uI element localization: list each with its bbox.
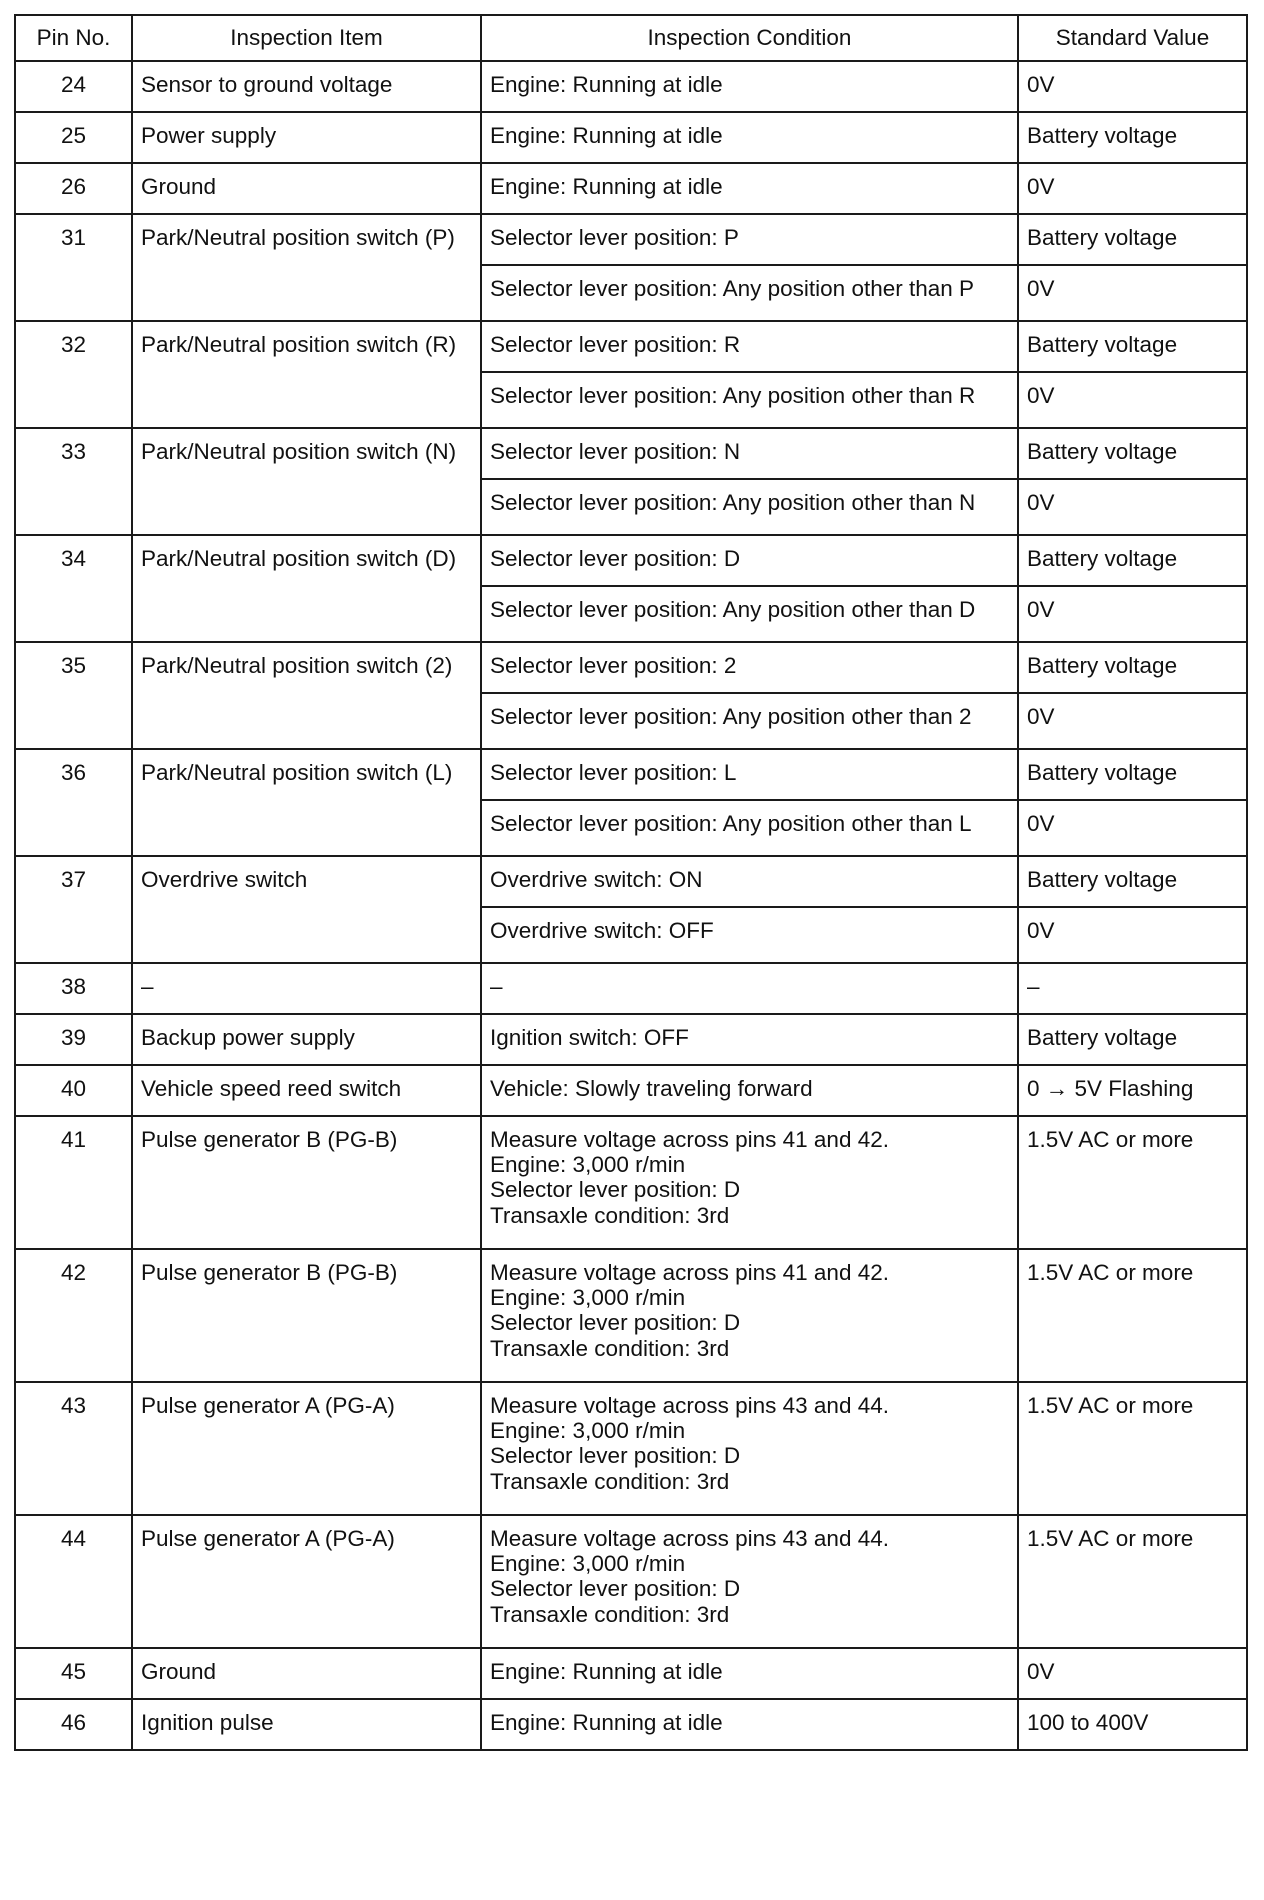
pin-number-cell: 37 bbox=[15, 856, 132, 963]
inspection-item-cell: Ignition pulse bbox=[132, 1699, 481, 1750]
inspection-condition-cell: Selector lever position: 2 bbox=[481, 642, 1018, 693]
table-row bbox=[15, 1249, 1247, 1382]
inspection-item-cell: – bbox=[132, 963, 481, 1014]
standard-value-cell: – bbox=[1018, 963, 1247, 1014]
table-row bbox=[15, 535, 1247, 586]
standard-value-cell: 0 → 5V Flashing bbox=[1018, 1065, 1247, 1116]
pin-number-cell: 31 bbox=[15, 214, 132, 321]
pin-number-cell: 43 bbox=[15, 1382, 132, 1515]
table-row bbox=[15, 1699, 1247, 1750]
standard-value-cell: 1.5V AC or more bbox=[1018, 1249, 1247, 1382]
inspection-item-cell: Pulse generator A (PG-A) bbox=[132, 1515, 481, 1648]
standard-value-cell: 100 to 400V bbox=[1018, 1699, 1247, 1750]
table-row bbox=[15, 1116, 1247, 1249]
inspection-condition-cell: Engine: Running at idle bbox=[481, 112, 1018, 163]
inspection-condition-cell: Engine: Running at idle bbox=[481, 1699, 1018, 1750]
inspection-condition-cell: – bbox=[481, 963, 1018, 1014]
pin-number-cell: 46 bbox=[15, 1699, 132, 1750]
pin-number-cell: 25 bbox=[15, 112, 132, 163]
pin-number-cell: 42 bbox=[15, 1249, 132, 1382]
pin-number-cell: 32 bbox=[15, 321, 132, 428]
inspection-item-cell: Backup power supply bbox=[132, 1014, 481, 1065]
table-row bbox=[15, 321, 1247, 372]
inspection-item-cell: Overdrive switch bbox=[132, 856, 481, 963]
inspection-item-cell: Ground bbox=[132, 1648, 481, 1699]
header-pin-no: Pin No. bbox=[15, 15, 132, 61]
inspection-item-cell: Sensor to ground voltage bbox=[132, 61, 481, 112]
inspection-item-cell: Pulse generator A (PG-A) bbox=[132, 1382, 481, 1515]
inspection-condition-cell: Selector lever position: Any position other than D bbox=[481, 586, 1018, 642]
inspection-condition-cell: Vehicle: Slowly traveling forward bbox=[481, 1065, 1018, 1116]
standard-value-cell: 0V bbox=[1018, 372, 1247, 428]
standard-value-cell: Battery voltage bbox=[1018, 321, 1247, 372]
pin-number-cell: 34 bbox=[15, 535, 132, 642]
pin-number-cell: 39 bbox=[15, 1014, 132, 1065]
standard-value-cell: 1.5V AC or more bbox=[1018, 1382, 1247, 1515]
standard-value-cell: 0V bbox=[1018, 800, 1247, 856]
inspection-condition-cell: Engine: Running at idle bbox=[481, 61, 1018, 112]
inspection-condition-cell: Selector lever position: Any position other than R bbox=[481, 372, 1018, 428]
inspection-condition-cell: Selector lever position: D bbox=[481, 535, 1018, 586]
inspection-condition-cell: Measure voltage across pins 43 and 44. Engine: 3,000 r/min Selector lever position: D Transaxle condition: 3rd bbox=[481, 1515, 1018, 1648]
pin-inspection-table bbox=[14, 14, 1248, 1751]
inspection-item-cell: Vehicle speed reed switch bbox=[132, 1065, 481, 1116]
standard-value-cell: 0V bbox=[1018, 265, 1247, 321]
standard-value-cell: Battery voltage bbox=[1018, 428, 1247, 479]
inspection-item-cell: Power supply bbox=[132, 112, 481, 163]
pin-number-cell: 38 bbox=[15, 963, 132, 1014]
inspection-condition-cell: Selector lever position: Any position other than P bbox=[481, 265, 1018, 321]
inspection-condition-cell: Overdrive switch: OFF bbox=[481, 907, 1018, 963]
standard-value-cell: Battery voltage bbox=[1018, 749, 1247, 800]
inspection-item-cell: Park/Neutral position switch (D) bbox=[132, 535, 481, 642]
inspection-item-cell: Park/Neutral position switch (N) bbox=[132, 428, 481, 535]
pin-number-cell: 40 bbox=[15, 1065, 132, 1116]
standard-value-cell: 0V bbox=[1018, 61, 1247, 112]
pin-number-cell: 26 bbox=[15, 163, 132, 214]
pin-number-cell: 24 bbox=[15, 61, 132, 112]
table-row bbox=[15, 1648, 1247, 1699]
standard-value-cell: 1.5V AC or more bbox=[1018, 1515, 1247, 1648]
pin-number-cell: 45 bbox=[15, 1648, 132, 1699]
header-inspection-condition: Inspection Condition bbox=[481, 15, 1018, 61]
standard-value-cell: 1.5V AC or more bbox=[1018, 1116, 1247, 1249]
header-inspection-item: Inspection Item bbox=[132, 15, 481, 61]
pin-number-cell: 41 bbox=[15, 1116, 132, 1249]
inspection-item-cell: Park/Neutral position switch (2) bbox=[132, 642, 481, 749]
standard-value-cell: 0V bbox=[1018, 479, 1247, 535]
inspection-condition-cell: Engine: Running at idle bbox=[481, 163, 1018, 214]
table-row bbox=[15, 1515, 1247, 1648]
inspection-condition-cell: Selector lever position: P bbox=[481, 214, 1018, 265]
standard-value-cell: Battery voltage bbox=[1018, 112, 1247, 163]
inspection-condition-cell: Measure voltage across pins 41 and 42. Engine: 3,000 r/min Selector lever position: D Transaxle condition: 3rd bbox=[481, 1116, 1018, 1249]
standard-value-cell: Battery voltage bbox=[1018, 214, 1247, 265]
inspection-condition-cell: Measure voltage across pins 43 and 44. Engine: 3,000 r/min Selector lever position: D Transaxle condition: 3rd bbox=[481, 1382, 1018, 1515]
standard-value-cell: 0V bbox=[1018, 586, 1247, 642]
standard-value-cell: Battery voltage bbox=[1018, 856, 1247, 907]
table-header-row bbox=[15, 15, 1247, 61]
pin-number-cell: 36 bbox=[15, 749, 132, 856]
table-row bbox=[15, 112, 1247, 163]
table-row bbox=[15, 163, 1247, 214]
inspection-item-cell: Pulse generator B (PG-B) bbox=[132, 1249, 481, 1382]
table-row bbox=[15, 1382, 1247, 1515]
inspection-condition-cell: Selector lever position: N bbox=[481, 428, 1018, 479]
table-row bbox=[15, 214, 1247, 265]
inspection-item-cell: Ground bbox=[132, 163, 481, 214]
standard-value-cell: Battery voltage bbox=[1018, 1014, 1247, 1065]
inspection-condition-cell: Selector lever position: Any position other than L bbox=[481, 800, 1018, 856]
table-row bbox=[15, 61, 1247, 112]
pin-number-cell: 35 bbox=[15, 642, 132, 749]
table-row bbox=[15, 1014, 1247, 1065]
inspection-condition-cell: Overdrive switch: ON bbox=[481, 856, 1018, 907]
pin-number-cell: 33 bbox=[15, 428, 132, 535]
header-standard-value: Standard Value bbox=[1018, 15, 1247, 61]
inspection-condition-cell: Selector lever position: L bbox=[481, 749, 1018, 800]
inspection-condition-cell: Engine: Running at idle bbox=[481, 1648, 1018, 1699]
inspection-table-sheet bbox=[14, 14, 1246, 1751]
table-row bbox=[15, 963, 1247, 1014]
pin-number-cell: 44 bbox=[15, 1515, 132, 1648]
standard-value-cell: 0V bbox=[1018, 693, 1247, 749]
inspection-condition-cell: Selector lever position: R bbox=[481, 321, 1018, 372]
inspection-condition-cell: Selector lever position: Any position other than N bbox=[481, 479, 1018, 535]
inspection-item-cell: Pulse generator B (PG-B) bbox=[132, 1116, 481, 1249]
inspection-condition-cell: Selector lever position: Any position other than 2 bbox=[481, 693, 1018, 749]
standard-value-cell: 0V bbox=[1018, 1648, 1247, 1699]
standard-value-cell: 0V bbox=[1018, 907, 1247, 963]
inspection-item-cell: Park/Neutral position switch (R) bbox=[132, 321, 481, 428]
table-row bbox=[15, 856, 1247, 907]
table-row bbox=[15, 749, 1247, 800]
table-row bbox=[15, 1065, 1247, 1116]
table-row bbox=[15, 428, 1247, 479]
inspection-item-cell: Park/Neutral position switch (L) bbox=[132, 749, 481, 856]
table-body bbox=[15, 61, 1247, 1750]
standard-value-cell: Battery voltage bbox=[1018, 535, 1247, 586]
inspection-item-cell: Park/Neutral position switch (P) bbox=[132, 214, 481, 321]
table-row bbox=[15, 642, 1247, 693]
standard-value-cell: 0V bbox=[1018, 163, 1247, 214]
inspection-condition-cell: Measure voltage across pins 41 and 42. Engine: 3,000 r/min Selector lever position: D Transaxle condition: 3rd bbox=[481, 1249, 1018, 1382]
standard-value-cell: Battery voltage bbox=[1018, 642, 1247, 693]
inspection-condition-cell: Ignition switch: OFF bbox=[481, 1014, 1018, 1065]
